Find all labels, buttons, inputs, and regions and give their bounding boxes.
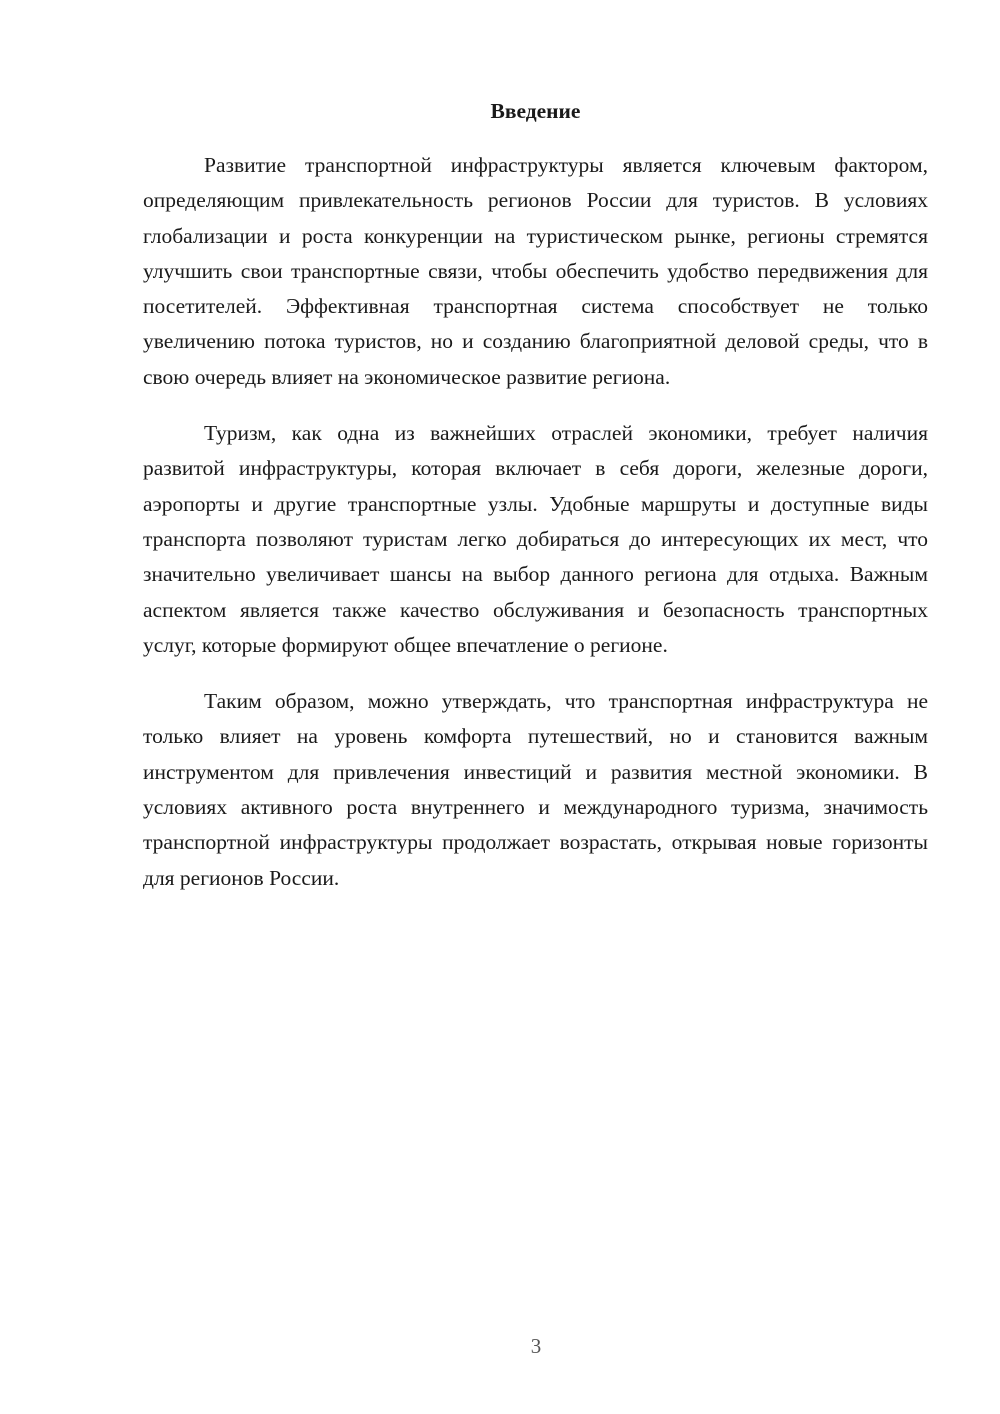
paragraph-3: Таким образом, можно утверждать, что транспортная инфраструктура не только влияет на уровень комфорта путешествий, но и становится важным инструментом для привлечения инвестиций и развития местной экономики. В условиях активного роста внутреннего и международного туризма, значимость транспортной инфраструктуры продолжает возрастать, открывая новые горизонты для регионов России.	[143, 689, 928, 890]
page-number: 3	[530, 1334, 542, 1358]
section-title: Введение	[490, 99, 581, 123]
page-content	[143, 96, 928, 896]
paragraph-1: Развитие транспортной инфраструктуры является ключевым фактором, определяющим привлекательность регионов России для туристов. В условиях глобализации и роста конкуренции на туристическом рынке, регионы стремятся улучшить свои транспортные связи, чтобы обеспечить удобство передвижения для посетителей. Эффективная транспортная система способствует не только увеличению потока туристов, но и созданию благоприятной деловой среды, что в свою очередь влияет на экономическое развитие региона.	[143, 153, 928, 389]
paragraph-2: Туризм, как одна из важнейших отраслей экономики, требует наличия развитой инфраструктуры, которая включает в себя дороги, железные дороги, аэропорты и другие транспортные узлы. Удобные маршруты и доступные виды транспорта позволяют туристам легко добираться до интересующих их мест, что значительно увеличивает шансы на выбор данного региона для отдыха. Важным аспектом является также качество обслуживания и безопасность транспортных услуг, которые формируют общее впечатление о регионе.	[143, 421, 928, 657]
